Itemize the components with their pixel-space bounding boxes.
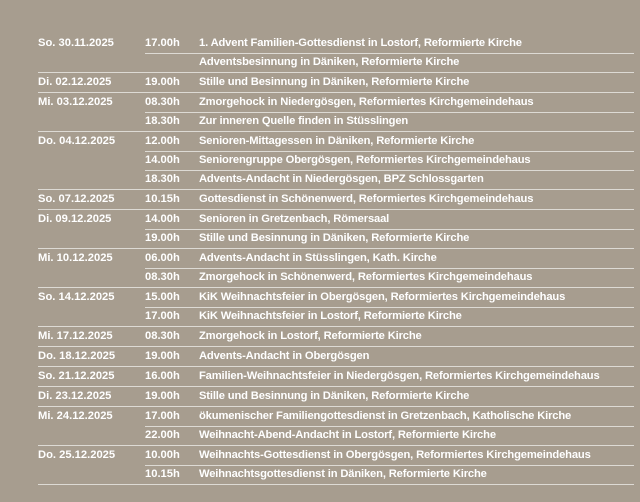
event-date: So. 21.12.2025	[38, 370, 115, 382]
event-date: Do. 25.12.2025	[38, 449, 116, 461]
event-row	[38, 465, 634, 485]
event-time: 10.15h	[145, 468, 180, 480]
event-description: Advents-Andacht in Stüsslingen, Kath. Kirche	[199, 252, 437, 264]
event-time: 18.30h	[145, 173, 180, 185]
event-time: 14.00h	[145, 213, 180, 225]
event-time: 08.30h	[145, 96, 180, 108]
event-time: 22.00h	[145, 429, 180, 441]
event-row	[38, 73, 634, 93]
event-date: Di. 09.12.2025	[38, 213, 112, 225]
event-row	[38, 446, 634, 465]
event-description: 1. Advent Familien-Gottesdienst in Lostorf, Reformierte Kirche	[199, 37, 522, 49]
event-row	[38, 112, 634, 132]
event-description: Advents-Andacht in Obergösgen	[199, 350, 370, 362]
event-date: Mi. 10.12.2025	[38, 252, 113, 264]
event-row	[38, 387, 634, 407]
event-date: Mi. 17.12.2025	[38, 330, 113, 342]
event-row	[38, 288, 634, 307]
event-time: 19.00h	[145, 76, 180, 88]
event-row	[38, 132, 634, 151]
event-date: Mi. 24.12.2025	[38, 410, 113, 422]
event-row	[38, 34, 634, 53]
event-description: Zmorgehock in Schönenwerd, Reformiertes Kirchgemeindehaus	[199, 271, 533, 283]
event-row	[38, 151, 634, 170]
event-description: ökumenischer Familiengottesdienst in Gretzenbach, Katholische Kirche	[199, 410, 572, 422]
event-date: Do. 18.12.2025	[38, 350, 116, 362]
event-row	[38, 249, 634, 268]
event-row	[38, 268, 634, 288]
event-time: 08.30h	[145, 271, 180, 283]
event-row	[38, 229, 634, 249]
event-description: Weihnacht-Abend-Andacht in Lostorf, Reformierte Kirche	[199, 429, 496, 441]
event-schedule	[38, 34, 634, 485]
event-time: 18.30h	[145, 115, 180, 127]
event-time: 10.00h	[145, 449, 180, 461]
event-description: Zur inneren Quelle finden in Stüsslingen	[199, 115, 409, 127]
event-time: 12.00h	[145, 135, 180, 147]
event-description: Zmorgehock in Lostorf, Reformierte Kirche	[199, 330, 422, 342]
event-description: Gottesdienst in Schönenwerd, Reformiertes Kirchgemeindehaus	[199, 193, 534, 205]
event-time: 10.15h	[145, 193, 180, 205]
event-description: Stille und Besinnung in Däniken, Reformierte Kirche	[199, 232, 470, 244]
event-date: Do. 04.12.2025	[38, 135, 116, 147]
event-description: Seniorengruppe Obergösgen, Reformiertes Kirchgemeindehaus	[199, 154, 531, 166]
event-row	[38, 367, 634, 387]
event-description: Weihnachts-Gottesdienst in Obergösgen, Reformiertes Kirchgemeindehaus	[199, 449, 591, 461]
event-time: 17.00h	[145, 410, 180, 422]
event-row	[38, 327, 634, 347]
event-row	[38, 170, 634, 190]
event-description: Zmorgehock in Niedergösgen, Reformiertes Kirchgemeindehaus	[199, 96, 534, 108]
event-description: Stille und Besinnung in Däniken, Reformierte Kirche	[199, 76, 470, 88]
event-row	[38, 407, 634, 426]
event-row	[38, 307, 634, 327]
event-row	[38, 190, 634, 210]
event-date: Mi. 03.12.2025	[38, 96, 113, 108]
event-description: Familien-Weihnachtsfeier in Niedergösgen, Reformiertes Kirchgemeindehaus	[199, 370, 600, 382]
event-date: Di. 02.12.2025	[38, 76, 112, 88]
event-description: Senioren in Gretzenbach, Römersaal	[199, 213, 390, 225]
event-time: 16.00h	[145, 370, 180, 382]
event-description: Stille und Besinnung in Däniken, Reformierte Kirche	[199, 390, 470, 402]
event-description: Advents-Andacht in Niedergösgen, BPZ Schlossgarten	[199, 173, 484, 185]
event-time: 14.00h	[145, 154, 180, 166]
event-row	[38, 426, 634, 446]
event-date: So. 30.11.2025	[38, 37, 114, 49]
event-row	[38, 53, 634, 73]
event-row	[38, 347, 634, 367]
event-time: 17.00h	[145, 310, 180, 322]
event-row	[38, 93, 634, 112]
event-description: Adventsbesinnung in Däniken, Reformierte Kirche	[199, 56, 460, 68]
event-time: 17.00h	[145, 37, 180, 49]
event-time: 19.00h	[145, 232, 180, 244]
event-date: So. 14.12.2025	[38, 291, 115, 303]
event-time: 06.00h	[145, 252, 180, 264]
event-time: 08.30h	[145, 330, 180, 342]
event-description: Senioren-Mittagessen in Däniken, Reformierte Kirche	[199, 135, 475, 147]
event-time: 19.00h	[145, 390, 180, 402]
event-description: KiK Weihnachtsfeier in Obergösgen, Reformiertes Kirchgemeindehaus	[199, 291, 566, 303]
event-description: KiK Weihnachtsfeier in Lostorf, Reformierte Kirche	[199, 310, 462, 322]
event-time: 19.00h	[145, 350, 180, 362]
event-date: So. 07.12.2025	[38, 193, 115, 205]
event-date: Di. 23.12.2025	[38, 390, 112, 402]
event-description: Weihnachtsgottesdienst in Däniken, Reformierte Kirche	[199, 468, 487, 480]
event-row	[38, 210, 634, 229]
event-time: 15.00h	[145, 291, 180, 303]
